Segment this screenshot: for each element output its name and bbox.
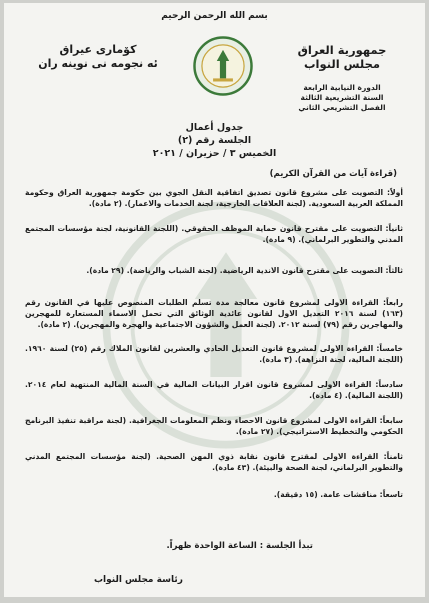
header-council-line: مجلس النواب	[303, 57, 381, 71]
session-info-period: الفصل التشريعي الثاني	[298, 103, 386, 112]
header-kurdish-line2: ئه نجومه نی نوینه ران	[38, 57, 158, 70]
agenda-item-2: ثانياً: التصويت على مقترح قانون حماية الموظف الحقوقي. (اللجنة القانونية، لجنة مؤسسات المجتمع المدني والتطوير البرلماني). (٩ مادة).	[25, 224, 403, 244]
agenda-session-number: الجلسة رقم (٢)	[177, 135, 252, 146]
agenda-item-5: خامساً: القراءة الاولى لمشروع قانون التعديل الحادي والعشرين لقانون الملاك رقم (٢٥) لسنة ١٩٦٠. (اللجنة المالية، لجنة النزاهة). (٣ مادة).	[25, 344, 403, 364]
agenda-title-block	[4, 121, 425, 160]
agenda-intro: (قراءة آيات من القرآن الكريم)	[269, 169, 397, 179]
council-presidency-signature: رئاسة مجلس النواب	[94, 575, 183, 585]
agenda-title: جدول أعمال	[185, 122, 244, 133]
session-info-year: السنة التشريعية الثالثة	[300, 93, 384, 102]
session-info-term: الدورة النيابية الرابعة	[303, 83, 381, 92]
session-start-time: تبدأ الجلسة : الساعة الواحدة ظهراً.	[166, 541, 313, 551]
header-republic	[287, 43, 397, 71]
agenda-item-6: سادساً: القراءة الاولى لمشروع قانون اقرار البيانات المالية في السنة المالية المنتهية لعام ٢٠١٤. (اللجنة المالية). (٤ مادة).	[25, 380, 403, 400]
session-info	[287, 83, 397, 113]
agenda-item-8: ثامناً: القراءة الاولى لمقترح قانون نقابة ذوي المهن الصحية. (لجنة مؤسسات المجتمع المدني والتطوير البرلماني، لجنة الصحة والبيئة). (٤٣ مادة).	[25, 452, 403, 472]
council-emblem-icon	[192, 35, 254, 97]
basmala: بسم الله الرحمن الرحيم	[161, 11, 268, 21]
agenda-item-9: تاسعاً: مناقشات عامة. (١٥ دقيقة).	[273, 490, 403, 499]
agenda-item-1: أولاً: التصويت على مشروع قانون تصديق اتفاقية النقل الجوي بين حكومة جمهورية العراق وحكومة المملكة العربية السعودية. (لجنة العلاقات الخارجية، لجنة الخدمات والاعمار). (٢ مادة).	[25, 188, 403, 208]
agenda-date: الخميس ٣ / حزيران / ٢٠٢١	[152, 148, 277, 159]
agenda-item-7: سابعاً: القراءة الاولى لمشروع قانون الاحصاء ونظم المعلومات الجغرافية. (لجنة مراقبة تنفيذ البرنامج الحكومي والتخطيط الاستراتيجي). (٢٧ مادة).	[25, 416, 403, 436]
agenda-item-3: ثالثاً: التصويت على مقترح قانون الاندية الرياضية. (لجنة الشباب والرياضة). (٢٩ مادة).	[86, 266, 403, 275]
header-republic-line1: جمهورية العراق	[297, 43, 387, 57]
header-kurdish-line1: كۆماری عیراق	[59, 43, 137, 56]
document-page	[4, 3, 425, 597]
agenda-item-4: رابعاً: القراءة الاولى لمشروع قانون معالجة مدة تسلم الطلبات المنصوص عليها في القانون رقم (١٦٣) لسنة ٢٠١٦ التعديل الاول لقانون عائدية الوثائق التي تحمل الاسماء المستعارة للمهجرين والمهاجرين رقم (٧٩) لسنة ٢٠١٢. (لجنة العمل والشؤون الاجتماعية والهجرة والمهجرين). (٢ مادة).	[25, 298, 404, 329]
header-kurdish	[38, 43, 158, 71]
